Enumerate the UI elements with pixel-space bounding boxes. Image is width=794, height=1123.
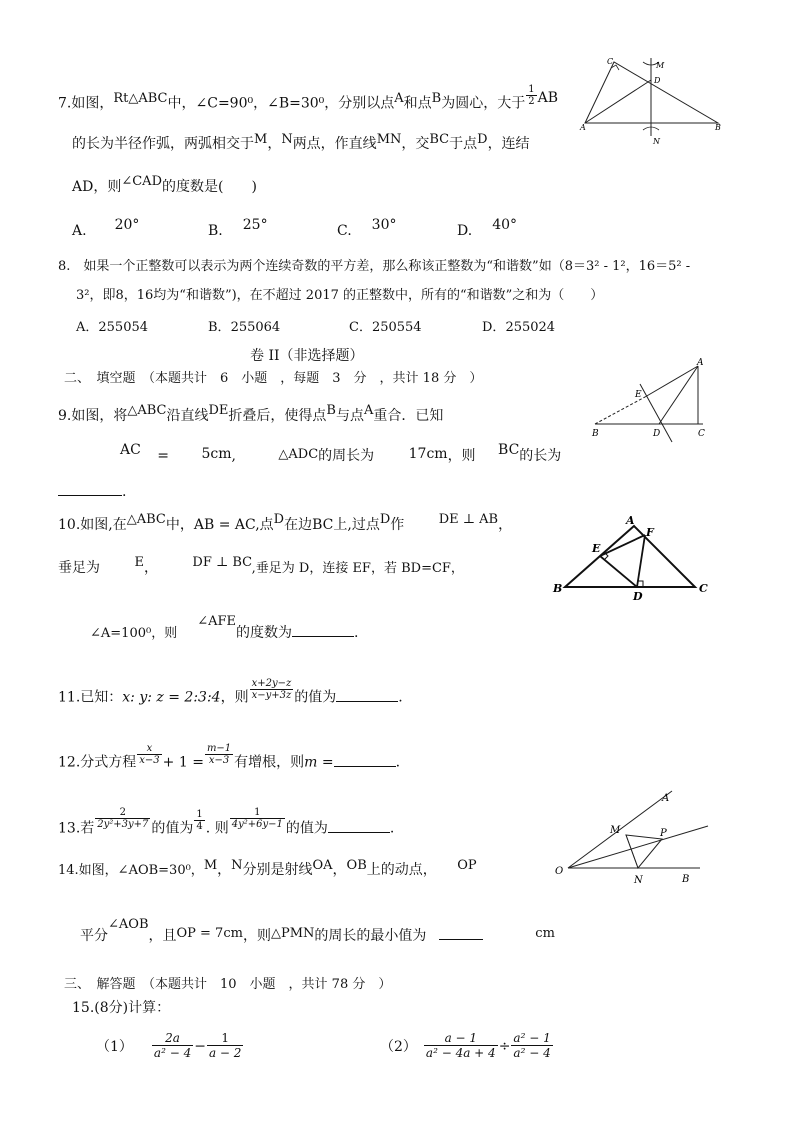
q9-line1: 9.如图，将△ABC沿直线DE折叠后，使得点B与点A重合．已知	[58, 403, 444, 424]
q7-option-d[interactable]: D. 40°	[457, 217, 518, 239]
svg-text:N: N	[653, 137, 660, 146]
q7-option-a[interactable]: A. 20°	[72, 217, 140, 239]
q15-p1-fraction-a: $\frac{2a}{\text{a² − 4}}$	[153, 1031, 192, 1060]
svg-text:C: C	[607, 57, 614, 66]
q7-line2: 的长为半径作弧，两弧相交于M，N两点，作直线MN，交BC于点D，连结	[72, 132, 530, 152]
q10-line2: 垂足为 E， DF ⊥ BC,垂足为 D，连接 EF，若 BD=CF，	[58, 555, 464, 576]
q12-fraction-right: $\frac{m-1}{x-3}$	[206, 743, 232, 766]
q8-line2: 3²，即8，16均为“和谐数”)，在不超过 2017 的正整数中，所有的“和谐数”之和为（ ）	[76, 288, 604, 303]
svg-text:A: A	[697, 358, 704, 368]
q12-fraction-left: $\frac{x}{x-3}$	[139, 743, 160, 766]
q8-option-a[interactable]: A．255054	[76, 320, 149, 335]
q15-part1: （1） $\frac{2a}{\text{a² − 4}}$ − $\frac{1}{a - 2}$	[96, 1031, 242, 1060]
section2-heading: 二、 填空题 （本题共计 6 小题 ，每题 3 分 ，共计 18 分 ）	[64, 371, 483, 386]
q15-title: 15.(8分)计算：	[72, 1000, 171, 1016]
svg-text:C: C	[699, 582, 708, 595]
svg-text:B: B	[592, 429, 599, 439]
q13-line: 13.若 $\frac{2}{\text{2y²+3y+7}}$ 的值为 $\frac{1}{4}$ . 则 $\frac{1}{\text{4y²+6y−1}}$ 的值为 .	[58, 807, 395, 837]
q12-answer-blank[interactable]	[334, 752, 396, 767]
q13-answer-blank[interactable]	[328, 818, 390, 833]
q7-option-c[interactable]: C. 30°	[337, 217, 397, 239]
q15-p1-fraction-b: $\frac{1}{a - 2}$	[208, 1031, 242, 1060]
svg-text:F: F	[646, 526, 654, 539]
q14-figure	[550, 786, 715, 886]
q15-p2-fraction-b: $\frac{\text{a² − 1}}{\text{a² − 4}}$	[513, 1031, 551, 1060]
q14-answer-blank[interactable]	[439, 925, 483, 940]
q9-figure	[585, 356, 715, 446]
q8-option-c[interactable]: C．250554	[349, 320, 422, 335]
q10-line3: ∠A=100⁰，则∠AFE的度数为 .	[90, 614, 359, 641]
svg-text:M: M	[610, 825, 621, 836]
q11-fraction: $\frac{x+2y-z}{x-y+3z}$	[251, 678, 292, 701]
q14-line2: 平分∠AOB，且OP = 7cm，则△PMN的周长的最小值为 cm	[80, 917, 555, 944]
svg-text:B: B	[715, 123, 721, 132]
q12-line: 12.分式方程 $\frac{x}{x-3}$ + 1 = $\frac{m-1}{x-3}$ 有增根，则m = .	[58, 743, 401, 771]
q11-answer-blank[interactable]	[336, 687, 398, 702]
q7-line3: AD，则∠CAD的度数是( )	[72, 174, 257, 195]
svg-text:O: O	[555, 866, 564, 877]
svg-text:D: D	[633, 590, 643, 603]
q7-figure	[580, 56, 725, 148]
svg-text:D: D	[654, 76, 661, 85]
svg-text:B: B	[553, 582, 563, 595]
svg-text:P: P	[660, 828, 667, 839]
q7-option-b[interactable]: B. 25°	[208, 217, 268, 239]
q13-fraction-b: $\frac{1}{4}$	[196, 809, 203, 832]
svg-text:E: E	[635, 390, 642, 400]
q8-option-d[interactable]: D．255024	[482, 320, 556, 335]
q9-answer-blank[interactable]: .	[58, 481, 126, 501]
svg-text:B: B	[682, 874, 690, 885]
q11-line: 11.已知：x: y: z = 2:3:4，则 $\frac{x+2y-z}{x-y+3z}$ 的值为 .	[58, 678, 403, 706]
q7-line1: 7.如图，Rt△ABC中，∠C=90⁰，∠B=30⁰，分别以点A和点B为圆心，大于 $\frac{1}{2}$ AB	[58, 84, 559, 112]
q13-fraction-a: $\frac{2}{\text{2y²+3y+7}}$	[97, 807, 149, 830]
svg-text:D: D	[653, 429, 661, 439]
q15-p2-fraction-a: $\frac{a - 1}{\text{a² − 4a + 4}}$	[425, 1031, 496, 1060]
volume-title: 卷 II（非选择题）	[250, 348, 364, 364]
q14-line1: 14.如图，∠AOB=30⁰，M，N分别是射线OA，OB上的动点， OP	[58, 858, 477, 878]
section3-heading: 三、 解答题 （本题共计 10 小题 ，共计 78 分 ）	[64, 977, 392, 992]
q9-line2: AC = 5cm, △ADC的周长为 17cm，则 BC的长为	[120, 442, 562, 464]
q15-part2: （2） $\frac{a - 1}{\text{a² − 4a + 4}}$ ÷ $\frac{\text{a² − 1}}{\text{a² − 4}}$	[380, 1031, 551, 1060]
q10-answer-blank[interactable]	[292, 622, 354, 637]
q8-line1: 8. 如果一个正整数可以表示为两个连续奇数的平方差，那么称该正整数为“和谐数”如（8＝3² - 1²，16＝5² -	[58, 259, 691, 274]
q10-figure	[550, 512, 710, 604]
q10-line1: 10.如图,在△ABC中，AB = AC,点D在边BC上,过点D作 DE ⊥ AB，	[58, 512, 513, 533]
svg-text:N: N	[634, 875, 643, 886]
svg-text:A: A	[626, 514, 635, 527]
q13-fraction-c: $\frac{1}{\text{4y²+6y−1}}$	[231, 807, 283, 830]
svg-text:C: C	[698, 429, 705, 439]
svg-text:A: A	[662, 793, 670, 804]
svg-text:A: A	[580, 123, 586, 132]
svg-text:E: E	[592, 542, 601, 555]
q7-fraction: $\frac{1}{2}$	[528, 84, 535, 107]
svg-text:M: M	[656, 61, 665, 70]
q8-option-b[interactable]: B．255064	[208, 320, 281, 335]
